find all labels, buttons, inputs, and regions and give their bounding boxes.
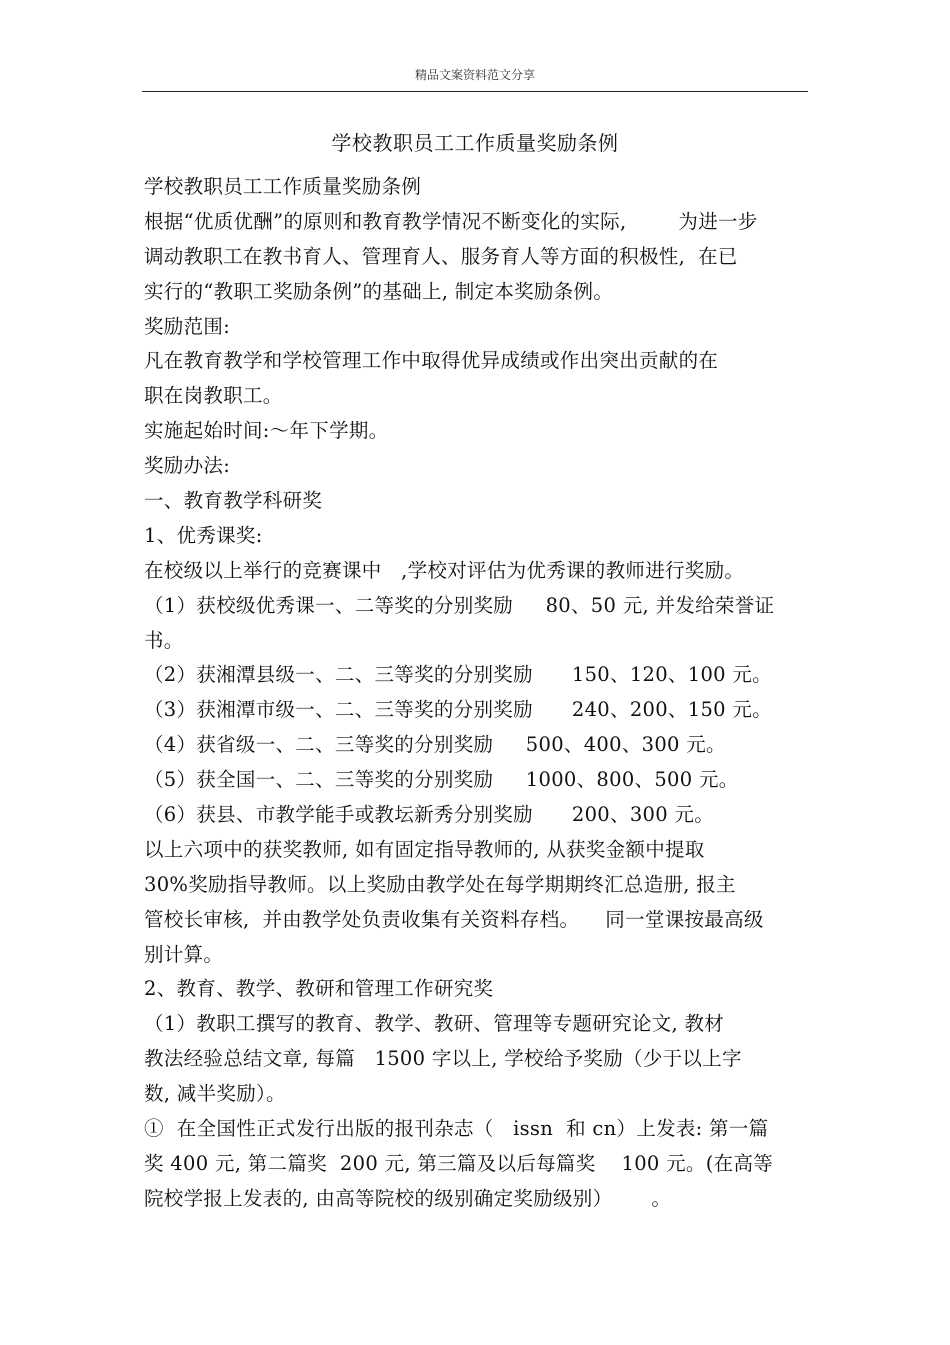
body-line: 奖励范围: [144, 314, 231, 338]
body-line: 奖励办法: [144, 454, 231, 478]
body-line: ① 在全国性正式发行出版的报刊杂志（ issn 和 cn）上发表: 第一篇 [144, 1117, 769, 1141]
body-line: 在校级以上举行的竞赛课中 ,学校对评估为优秀课的教师进行奖励。 [144, 558, 745, 582]
body-line: 院校学报上发表的, 由高等院校的级别确定奖励级别） 。 [144, 1186, 672, 1210]
body-line: （5）获全国一、二、三等奖的分别奖励 1000、800、500 元。 [144, 768, 739, 792]
body-line: 凡在教育教学和学校管理工作中取得优异成绩或作出突出贡献的在 [144, 349, 719, 373]
body-line: （1）教职工撰写的教育、教学、教研、管理等专题研究论文, 教材 [144, 1012, 725, 1036]
body-line: （2）获湘潭县级一、二、三等奖的分别奖励 150、120、100 元。 [144, 663, 772, 687]
body-line: 教法经验总结文章, 每篇 1500 字以上, 学校给予奖励（少于以上字 [144, 1047, 742, 1071]
header-divider [142, 91, 808, 92]
body-line: （4）获省级一、二、三等奖的分别奖励 500、400、300 元。 [144, 733, 726, 757]
body-line: 根据“优质优酬”的原则和教育教学情况不断变化的实际, 为进一步 [144, 209, 758, 233]
body-line: 一、教育教学科研奖 [144, 489, 323, 513]
document-title: 学校教职员工工作质量奖励条例 [331, 131, 619, 155]
document-body [144, 170, 809, 1217]
body-line: （3）获湘潭市级一、二、三等奖的分别奖励 240、200、150 元。 [144, 698, 772, 722]
body-line: 数, 减半奖励）。 [144, 1082, 286, 1106]
running-header: 精品文案资料范文分享 [414, 68, 535, 82]
body-line: 管校长审核, 并由教学处负责收集有关资料存档。 同一堂课按最高级 [144, 907, 764, 931]
body-line: 奖 400 元, 第二篇奖 200 元, 第三篇及以后每篇奖 100 元。(在高等 [144, 1151, 774, 1175]
body-line: 职在岗教职工。 [144, 384, 283, 408]
body-line: 实行的“教职工奖励条例”的基础上, 制定本奖励条例。 [144, 279, 614, 303]
body-line: 30%奖励指导教师。以上奖励由教学处在每学期期终汇总造册, 报主 [144, 872, 736, 896]
body-line: （1）获校级优秀课一、二等奖的分别奖励 80、50 元, 并发给荣誉证 [144, 593, 775, 617]
body-line: （6）获县、市教学能手或教坛新秀分别奖励 200、300 元。 [144, 803, 715, 827]
body-line: 以上六项中的获奖教师, 如有固定指导教师的, 从获奖金额中提取 [144, 837, 705, 861]
body-line: 书。 [144, 628, 184, 652]
body-line: 学校教职员工工作质量奖励条例 [144, 175, 422, 198]
body-line: 2、教育、教学、教研和管理工作研究奖 [144, 977, 494, 1001]
body-line: 调动教职工在教书育人、管理育人、服务育人等方面的积极性, 在已 [144, 244, 738, 268]
body-line: 别计算。 [144, 942, 224, 966]
body-line: 实施起始时间:～年下学期。 [144, 419, 389, 443]
body-line: 1、优秀课奖: [144, 523, 263, 547]
